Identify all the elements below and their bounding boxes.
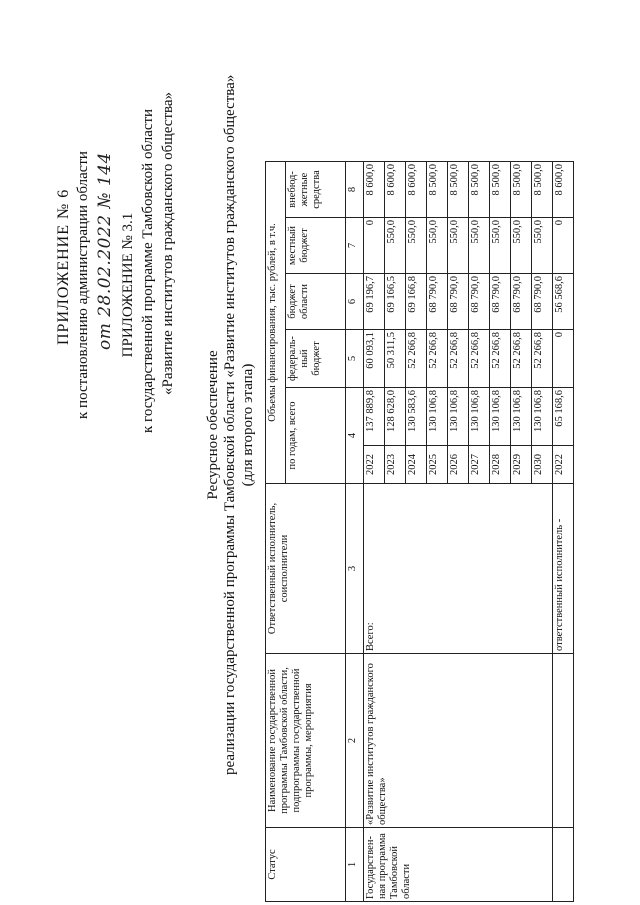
cell-total: 130 106,8 bbox=[511, 388, 532, 446]
cell-regional: 68 790,0 bbox=[490, 274, 511, 330]
cell-federal: 0 bbox=[553, 330, 574, 388]
col-number: 2 bbox=[346, 654, 364, 828]
cell-local: 550,0 bbox=[406, 218, 427, 274]
cell-federal: 52 266,8 bbox=[448, 330, 469, 388]
cell-local: 550,0 bbox=[427, 218, 448, 274]
table-body bbox=[364, 162, 574, 902]
header-federal: федераль-ный бюджет bbox=[286, 330, 346, 388]
executor-cell: Всего: bbox=[364, 484, 553, 654]
cell-year: 2022 bbox=[553, 446, 574, 484]
cell-extra: 8 600,0 bbox=[385, 162, 406, 218]
name-cell: «Развитие институтов гражданского общества» bbox=[364, 654, 553, 828]
cell-local: 0 bbox=[364, 218, 385, 274]
col-number: 4 bbox=[346, 388, 364, 484]
handwritten-date-number: от 28.02.2022 № 144 bbox=[95, 152, 115, 350]
resource-table bbox=[265, 161, 574, 902]
cell-federal: 52 266,8 bbox=[532, 330, 553, 388]
cell-local: 550,0 bbox=[448, 218, 469, 274]
cell-regional: 69 166,5 bbox=[385, 274, 406, 330]
col-number: 7 bbox=[346, 218, 364, 274]
cell-regional: 68 790,0 bbox=[511, 274, 532, 330]
executor-cell: ответственный исполнитель - bbox=[553, 484, 574, 654]
document-title-line3: (для второго этапа) bbox=[240, 363, 256, 487]
cell-extra: 8 600,0 bbox=[364, 162, 385, 218]
cell-year: 2030 bbox=[532, 446, 553, 484]
cell-total: 130 106,8 bbox=[532, 388, 553, 446]
cell-regional: 68 790,0 bbox=[532, 274, 553, 330]
cell-local: 550,0 bbox=[532, 218, 553, 274]
cell-year: 2026 bbox=[448, 446, 469, 484]
cell-total: 130 106,8 bbox=[469, 388, 490, 446]
cell-year: 2027 bbox=[469, 446, 490, 484]
cell-extra: 8 600,0 bbox=[406, 162, 427, 218]
cell-local: 550,0 bbox=[511, 218, 532, 274]
cell-federal: 52 266,8 bbox=[469, 330, 490, 388]
cell-federal: 60 093,1 bbox=[364, 330, 385, 388]
empty-cell bbox=[553, 654, 574, 828]
status-cell: Государствен-ная программа Тамбовской области bbox=[364, 828, 553, 902]
cell-extra: 8 500,0 bbox=[511, 162, 532, 218]
cell-federal: 52 266,8 bbox=[406, 330, 427, 388]
appendix-program-title: ПРИЛОЖЕНИЕ № 3.1 bbox=[120, 212, 136, 358]
cell-federal: 52 266,8 bbox=[427, 330, 448, 388]
cell-year: 2024 bbox=[406, 446, 427, 484]
header-name: Наименование государственной программы Тамбовской области, подпрограммы государственной программы, мероприятия bbox=[266, 654, 346, 828]
appendix-program-name: «Развитие институтов гражданского общества» bbox=[160, 91, 176, 395]
cell-local: 550,0 bbox=[490, 218, 511, 274]
empty-cell bbox=[553, 828, 574, 902]
cell-total: 65 168,6 bbox=[553, 388, 574, 446]
cell-extra: 8 500,0 bbox=[490, 162, 511, 218]
cell-year: 2029 bbox=[511, 446, 532, 484]
cell-total: 130 106,8 bbox=[448, 388, 469, 446]
col-number: 5 bbox=[346, 330, 364, 388]
cell-regional: 56 568,6 bbox=[553, 274, 574, 330]
cell-total: 130 583,6 bbox=[406, 388, 427, 446]
cell-extra: 8 500,0 bbox=[532, 162, 553, 218]
cell-year: 2025 bbox=[427, 446, 448, 484]
document-title-line2: реализации государственной программы Тамбовской области «Развитие институтов гражданского общества» bbox=[222, 74, 238, 775]
cell-total: 128 628,0 bbox=[385, 388, 406, 446]
document-title-line1: Ресурсное обеспечение bbox=[205, 350, 221, 500]
cell-regional: 68 790,0 bbox=[427, 274, 448, 330]
header-executor: Ответственный исполнитель, соисполнители bbox=[266, 484, 346, 654]
cell-total: 137 889,8 bbox=[364, 388, 385, 446]
cell-federal: 50 311,5 bbox=[385, 330, 406, 388]
col-number: 6 bbox=[346, 274, 364, 330]
col-number: 3 bbox=[346, 484, 364, 654]
cell-local: 0 bbox=[553, 218, 574, 274]
header-regional: бюджет области bbox=[286, 274, 346, 330]
cell-local: 550,0 bbox=[385, 218, 406, 274]
table-row bbox=[364, 162, 385, 902]
cell-extra: 8 500,0 bbox=[448, 162, 469, 218]
col-number: 1 bbox=[346, 828, 364, 902]
cell-year: 2022 bbox=[364, 446, 385, 484]
cell-extra: 8 600,0 bbox=[553, 162, 574, 218]
cell-extra: 8 500,0 bbox=[469, 162, 490, 218]
header-local: местный бюджет bbox=[286, 218, 346, 274]
cell-year: 2023 bbox=[385, 446, 406, 484]
header-total: по годам, всего bbox=[286, 388, 346, 484]
cell-year: 2028 bbox=[490, 446, 511, 484]
cell-local: 550,0 bbox=[469, 218, 490, 274]
table-row bbox=[553, 162, 574, 902]
appendix-resolution-line: к постановлению администрации области bbox=[75, 151, 91, 419]
appendix-title: ПРИЛОЖЕНИЕ № 6 bbox=[55, 188, 72, 345]
header-status: Статус bbox=[266, 828, 346, 902]
cell-federal: 52 266,8 bbox=[490, 330, 511, 388]
col-number: 8 bbox=[346, 162, 364, 218]
cell-total: 130 106,8 bbox=[490, 388, 511, 446]
cell-total: 130 106,8 bbox=[427, 388, 448, 446]
cell-regional: 69 166,8 bbox=[406, 274, 427, 330]
appendix-program-line: к государственной программе Тамбовской области bbox=[140, 108, 156, 433]
header-extra: внебюд-жетные средства bbox=[286, 162, 346, 218]
cell-regional: 69 196,7 bbox=[364, 274, 385, 330]
cell-extra: 8 500,0 bbox=[427, 162, 448, 218]
cell-regional: 68 790,0 bbox=[448, 274, 469, 330]
cell-regional: 68 790,0 bbox=[469, 274, 490, 330]
header-volumes: Объемы финансирования, тыс. рублей, в т.ч. bbox=[266, 162, 286, 484]
cell-federal: 52 266,8 bbox=[511, 330, 532, 388]
